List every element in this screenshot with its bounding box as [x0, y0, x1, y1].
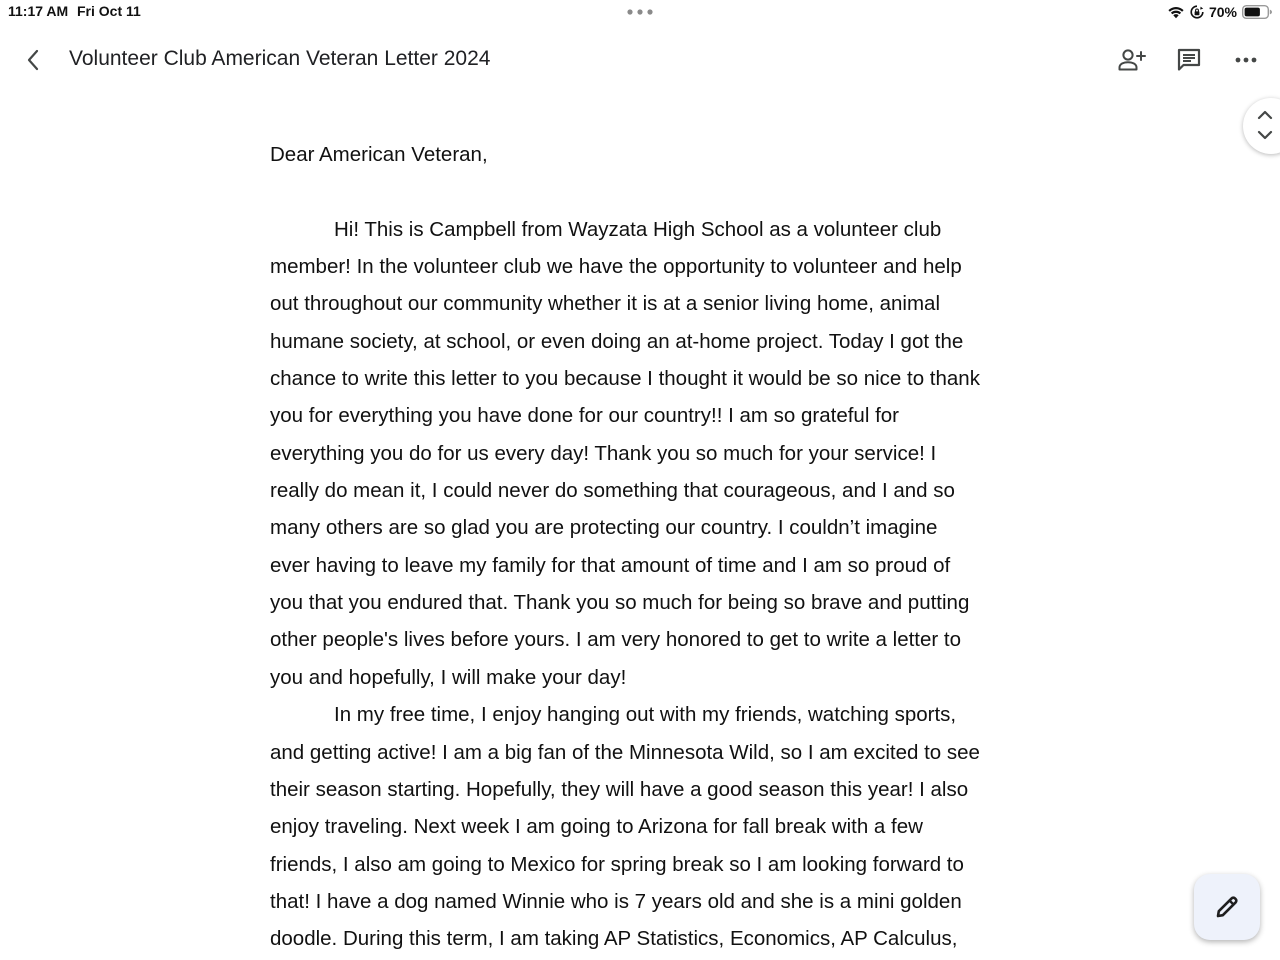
- document-line: that! I have a dog named Winnie who is 7 years old and she is a mini golden: [270, 889, 962, 913]
- document-line: In my free time, I enjoy hanging out with my friends, watching sports,: [334, 703, 957, 727]
- status-indicators: [1167, 3, 1272, 21]
- document-line: humane society, at school, or even doing an at-home project. Today I got the: [270, 329, 964, 353]
- document-line: many others are so glad you are protecting our country. I couldn’t imagine: [270, 516, 938, 540]
- screen-lock-icon: [1190, 5, 1204, 19]
- document-line: their season starting. Hopefully, they will have a good season this year! I also: [270, 777, 969, 801]
- document-line: other people's lives before yours. I am very honored to get to write a letter to: [270, 628, 962, 652]
- document-line: out throughout our community whether it is at a senior living home, animal: [270, 292, 941, 316]
- document-title: Volunteer Club American Veteran Letter 2024: [69, 47, 491, 70]
- add-person-icon: [1117, 48, 1147, 72]
- chevron-up-icon[interactable]: [1257, 109, 1273, 121]
- multitasking-dots-icon[interactable]: [626, 9, 654, 15]
- document-line: and getting active! I am a big fan of the Minnesota Wild, so I am excited to see: [270, 740, 980, 764]
- comment-icon: [1176, 47, 1202, 73]
- document-line: everything you do for us every day! Thank you so much for your service! I: [270, 441, 937, 465]
- app-bar: [0, 36, 1280, 84]
- chevron-down-icon[interactable]: [1257, 129, 1273, 141]
- salutation: Dear American Veteran,: [270, 143, 488, 166]
- document-line: Hi! This is Campbell from Wayzata High School as a volunteer club: [334, 217, 942, 241]
- document-line: member! In the volunteer club we have the opportunity to volunteer and help: [270, 255, 962, 279]
- document-line: you and hopefully, I will make your day!: [270, 665, 627, 689]
- scroll-navigation-button[interactable]: [1243, 98, 1280, 154]
- document-line: doodle. During this term, I am taking AP Statistics, Economics, AP Calculus,: [270, 927, 958, 951]
- document-line: really do mean it, I could never do something that courageous, and I and so: [270, 479, 955, 503]
- document-line: enjoy traveling. Next week I am going to Arizona for fall break with a few: [270, 815, 923, 839]
- status-date: Fri Oct 11: [77, 3, 141, 19]
- wifi-icon: [1167, 5, 1185, 19]
- edit-button[interactable]: [1194, 874, 1260, 940]
- battery-percentage: 70%: [1208, 4, 1237, 20]
- paragraph-1: [270, 211, 1030, 696]
- more-options-button[interactable]: [1230, 45, 1262, 75]
- back-button[interactable]: [18, 46, 48, 74]
- battery-icon: [1242, 5, 1272, 19]
- paragraph-2: [270, 696, 1030, 957]
- document-body[interactable]: [270, 136, 1030, 958]
- document-line: ever having to leave my family for that amount of time and I am so proud of: [270, 553, 951, 577]
- document-line: you for everything you have done for our country!! I am so grateful for: [270, 404, 900, 428]
- back-chevron-icon: [26, 49, 40, 71]
- pencil-icon: [1213, 893, 1241, 921]
- status-bar: [0, 0, 1280, 24]
- more-horizontal-icon: [1235, 57, 1257, 63]
- document-line: chance to write this letter to you because I thought it would be so nice to thank: [270, 367, 980, 391]
- document-line: you that you endured that. Thank you so much for being so brave and putting: [270, 591, 970, 615]
- document-line: friends, I also am going to Mexico for spring break so I am looking forward to: [270, 852, 964, 876]
- share-button[interactable]: [1116, 45, 1148, 75]
- status-time: 11:17 AM: [8, 3, 69, 19]
- comments-button[interactable]: [1173, 45, 1205, 75]
